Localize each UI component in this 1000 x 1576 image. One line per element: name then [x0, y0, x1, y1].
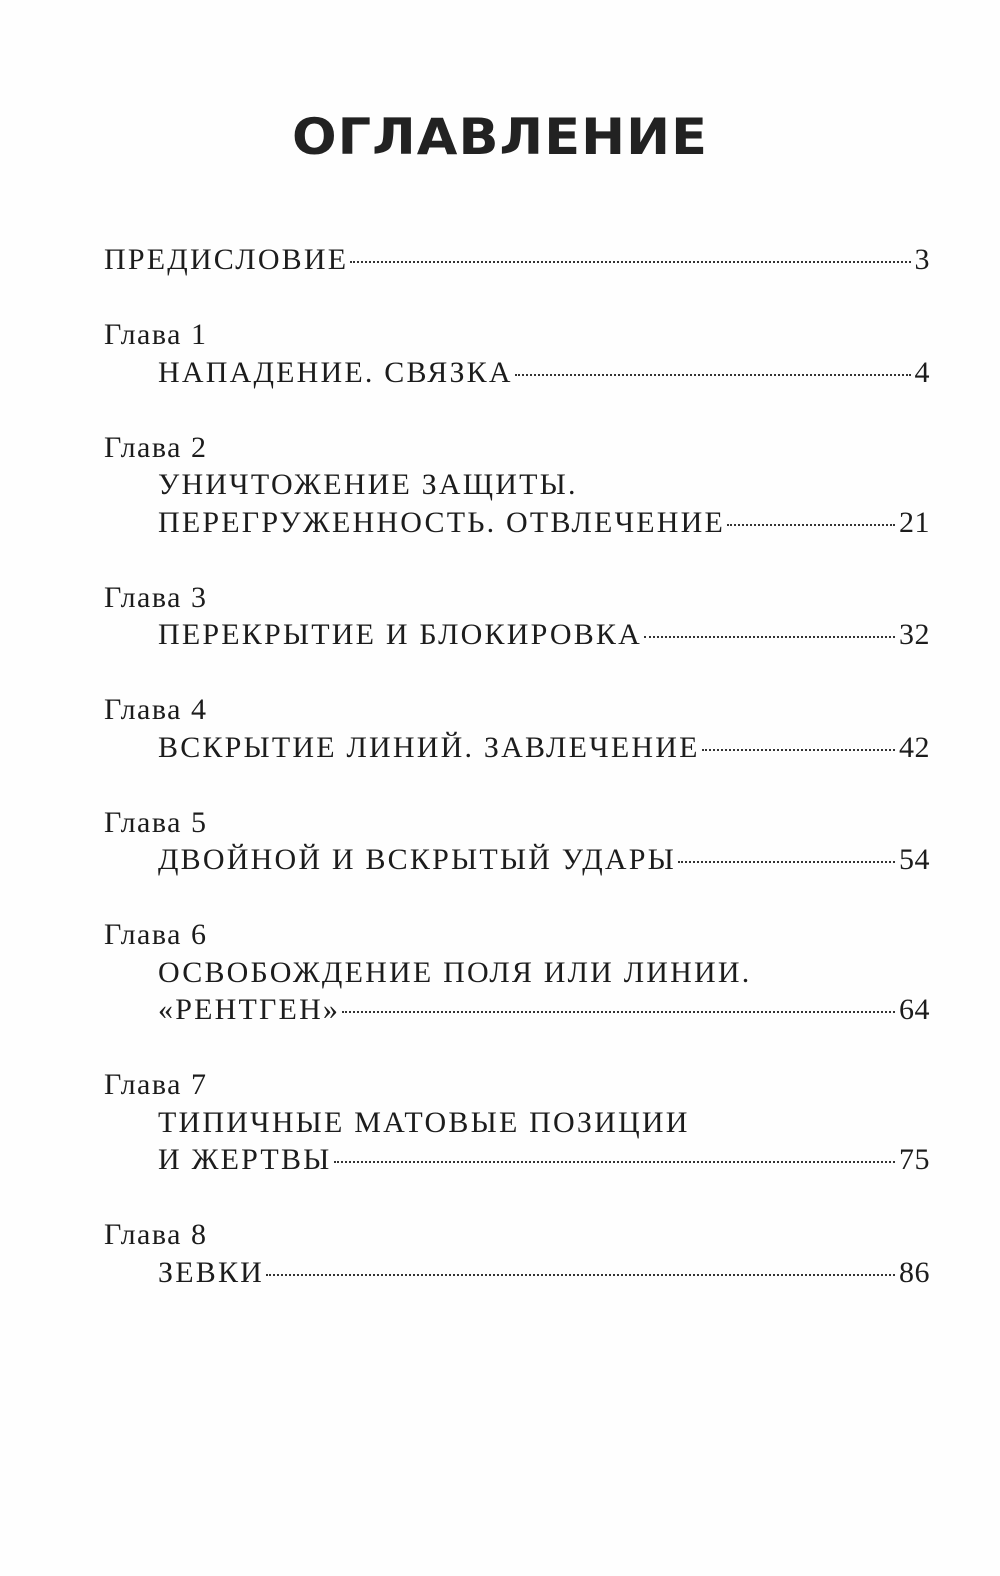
- toc-entry-chapter-1[interactable]: [104, 316, 930, 391]
- dot-leader: [702, 749, 895, 751]
- page-number: 3: [914, 243, 930, 276]
- page-number: 42: [899, 730, 930, 764]
- toc-entry-chapter-3[interactable]: [104, 579, 930, 654]
- page-number: 4: [914, 355, 930, 389]
- entry-title: «РЕНТГЕН»: [158, 993, 341, 1026]
- entry-title: ПЕРЕКРЫТИЕ И БЛОКИРОВКА: [158, 618, 643, 651]
- toc-entry-chapter-7[interactable]: [104, 1066, 930, 1179]
- entry-title: ПЕРЕГРУЖЕННОСТЬ. ОТВЛЕЧЕНИЕ: [158, 505, 726, 539]
- page-title: ОГЛАВЛЕНИЕ: [291, 108, 709, 166]
- entry-title: И ЖЕРТВЫ: [158, 1143, 332, 1176]
- table-of-contents: [104, 241, 930, 1329]
- entry-title: ПРЕДИСЛОВИЕ: [104, 243, 349, 276]
- dot-leader: [727, 524, 895, 526]
- entry-title: ЗЕВКИ: [158, 1255, 265, 1289]
- toc-entry-preface[interactable]: [104, 241, 930, 279]
- chapter-label: Глава 5: [104, 805, 208, 839]
- chapter-label: Глава 7: [104, 1068, 208, 1101]
- page-number: 64: [899, 993, 930, 1026]
- chapter-label: Глава 2: [104, 430, 208, 464]
- dot-leader: [342, 1011, 895, 1013]
- toc-entry-chapter-8[interactable]: [104, 1216, 930, 1291]
- page-number: 75: [899, 1143, 930, 1176]
- chapter-label: Глава 1: [104, 318, 208, 351]
- page-number: 32: [899, 618, 930, 651]
- entry-title: ВСКРЫТИЕ ЛИНИЙ. ЗАВЛЕЧЕНИЕ: [158, 730, 700, 764]
- entry-title: УНИЧТОЖЕНИЕ ЗАЩИТЫ.: [158, 468, 578, 501]
- dot-leader: [644, 636, 895, 638]
- dot-leader: [515, 374, 911, 376]
- toc-entry-chapter-6[interactable]: [104, 916, 930, 1029]
- toc-entry-chapter-4[interactable]: [104, 691, 930, 766]
- entry-title: НАПАДЕНИЕ. СВЯЗКА: [158, 355, 513, 389]
- page-number: 54: [899, 843, 930, 876]
- chapter-label: Глава 8: [104, 1218, 208, 1251]
- dot-leader: [334, 1161, 895, 1163]
- toc-entry-chapter-2[interactable]: [104, 429, 930, 542]
- chapter-label: Глава 4: [104, 693, 208, 726]
- chapter-label: Глава 3: [104, 580, 208, 614]
- page-number: 21: [899, 505, 930, 539]
- dot-leader: [266, 1274, 895, 1276]
- dot-leader: [350, 261, 910, 263]
- toc-entry-chapter-5[interactable]: [104, 804, 930, 879]
- entry-title: ТИПИЧНЫЕ МАТОВЫЕ ПОЗИЦИИ: [158, 1105, 690, 1139]
- entry-title: ОСВОБОЖДЕНИЕ ПОЛЯ ИЛИ ЛИНИИ.: [158, 955, 752, 989]
- chapter-label: Глава 6: [104, 918, 208, 951]
- page-number: 86: [899, 1255, 930, 1289]
- entry-title: ДВОЙНОЙ И ВСКРЫТЫЙ УДАРЫ: [158, 843, 676, 876]
- dot-leader: [678, 861, 895, 863]
